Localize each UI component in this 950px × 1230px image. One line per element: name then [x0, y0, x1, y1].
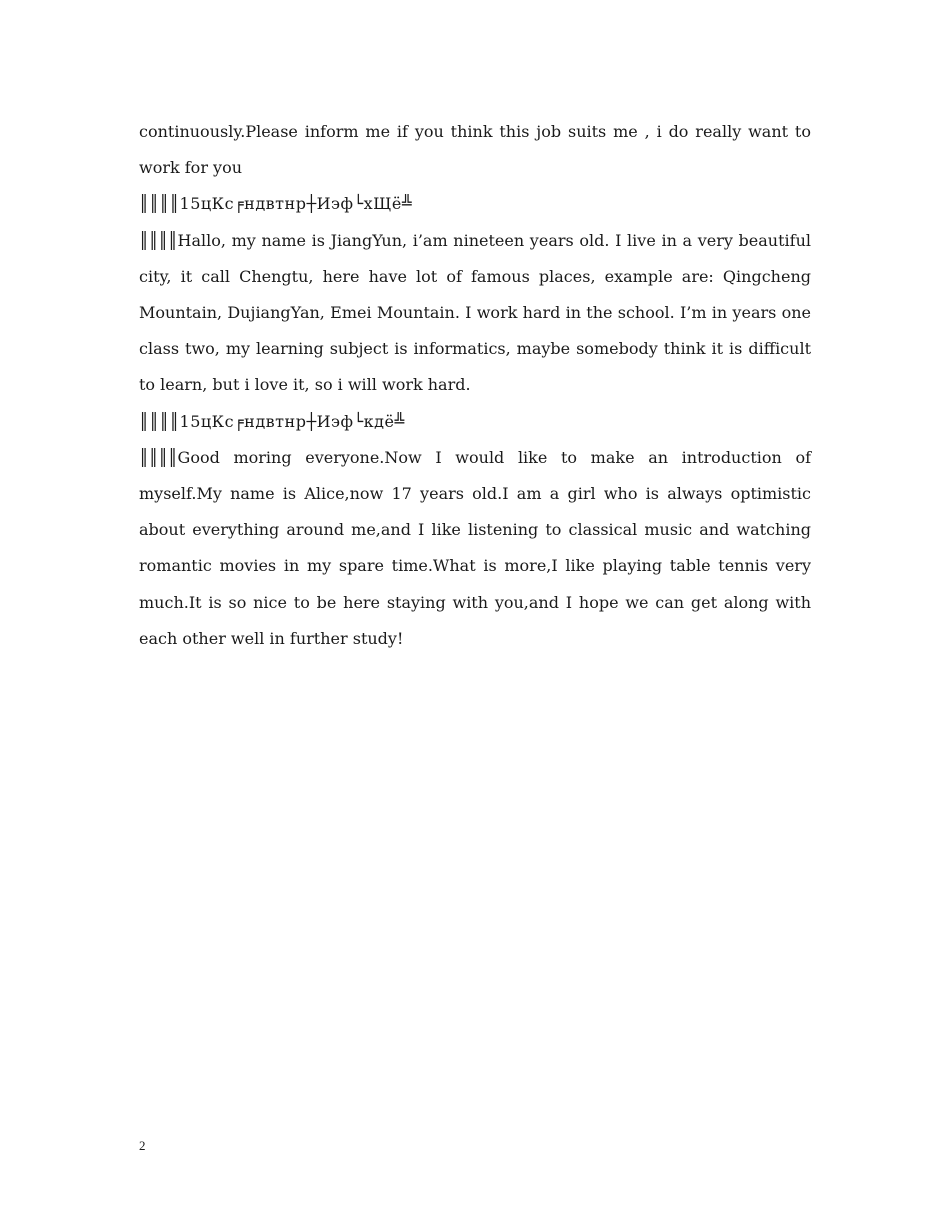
- paragraph-alice: ║║║║Good moring everyone.Now I would like to make an introduction of myself.My name is Alice,now 17 years old.I am a girl who is always optimistic about everything around me,and I like listening to classical music and watching romantic movies in my spare time.What is more,I like playing table tennis very much.It is so nice to be here staying with you,and I hope we can get along with each other well in further study!: [139, 447, 811, 648]
- page-number: 2: [139, 1138, 146, 1153]
- garbled-heading-2: ║║║║15цКс╒ндвтнр┼Иэф└кдё╩: [139, 411, 405, 431]
- body-text: [139, 114, 811, 657]
- paragraph-jiangyun: ║║║║Hallo, my name is JiangYun, i’am nineteen years old. I live in a very beautiful city, it call Chengtu, here have lot of famous places, example are: Qingcheng Mountain, DujiangYan, Emei Mountain. I work hard in the school. I’m in years one class two, my learning subject is informatics, maybe somebody think it is difficult to learn, but i love it, so i will work hard.: [139, 230, 811, 395]
- garbled-heading-1: ║║║║15цКс╒ндвтнр┼Иэф└хЩё╩: [139, 194, 413, 214]
- paragraph-continuation: continuously.Please inform me if you think this job suits me , i do really want to work for you: [139, 122, 811, 178]
